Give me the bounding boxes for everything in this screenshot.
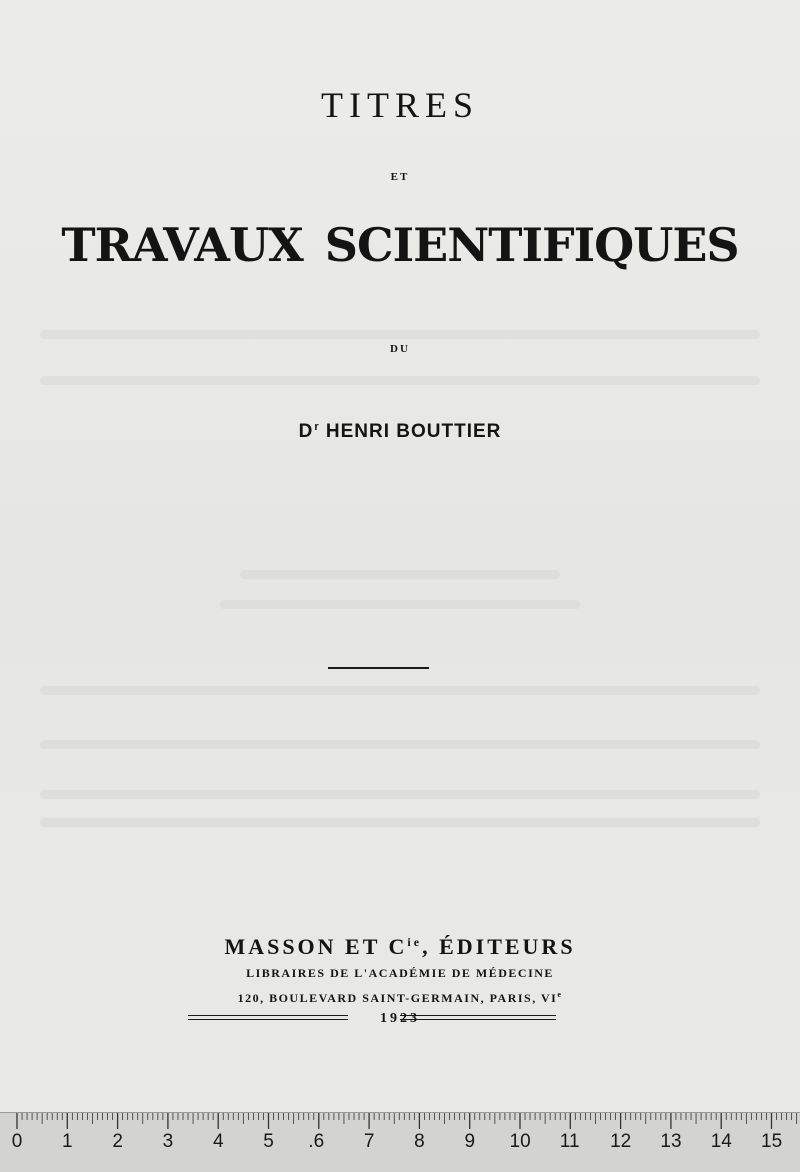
ruler-number: 14 xyxy=(710,1131,732,1152)
publisher-line xyxy=(0,934,800,960)
bleed-through xyxy=(40,790,760,799)
bleed-through xyxy=(40,818,760,827)
ruler-number: 15 xyxy=(761,1131,783,1152)
ruler-number: 7 xyxy=(363,1131,375,1152)
ruler-number: 4 xyxy=(212,1131,224,1152)
main-title-word: SCIENTIFIQUES xyxy=(324,218,739,272)
ruler-number: 3 xyxy=(162,1131,174,1152)
author-name xyxy=(0,421,800,443)
publisher-sup: ie xyxy=(407,935,423,949)
author-fullname: HENRI BOUTTIER xyxy=(325,421,502,442)
main-title xyxy=(0,218,800,272)
bleed-through xyxy=(240,570,560,579)
ruler-number: 2 xyxy=(112,1131,123,1152)
bleed-through xyxy=(220,600,580,609)
ruler-number: 11 xyxy=(559,1131,580,1152)
ruler-number: 10 xyxy=(509,1131,531,1152)
ruler-number: 12 xyxy=(610,1131,632,1152)
ruler-number: 5 xyxy=(263,1131,274,1152)
connector-et: ET xyxy=(390,171,410,183)
bleed-through xyxy=(40,376,760,385)
ruler-number: .6 xyxy=(308,1131,325,1152)
ruler-number: 8 xyxy=(414,1131,425,1152)
title-titres: TITRES xyxy=(321,85,479,125)
bleed-through xyxy=(40,686,760,695)
main-title-word: TRAVAUX xyxy=(61,218,303,272)
bleed-through xyxy=(40,330,760,339)
year: 1923 xyxy=(380,1011,420,1026)
separator-rule xyxy=(328,667,429,669)
author-prefix-sup: r xyxy=(314,421,320,433)
ruler-number: 13 xyxy=(660,1131,682,1152)
ruler-number: 1 xyxy=(62,1131,73,1152)
address-text: 120, BOULEVARD SAINT-GERMAIN, PARIS, VI xyxy=(237,991,558,1005)
ruler-number: 9 xyxy=(464,1131,476,1152)
libraires-line: LIBRAIRES DE L'ACADÉMIE DE MÉDECINE xyxy=(246,966,554,980)
ruler-number: 0 xyxy=(11,1131,23,1152)
publisher-suffix: , ÉDITEURS xyxy=(422,934,576,959)
connector-du: DU xyxy=(390,343,410,355)
author-prefix: D xyxy=(298,421,314,442)
address-line xyxy=(0,990,800,1006)
address-sup: e xyxy=(557,990,563,999)
publisher-name: MASSON ET C xyxy=(224,934,408,959)
bleed-through xyxy=(40,740,760,749)
